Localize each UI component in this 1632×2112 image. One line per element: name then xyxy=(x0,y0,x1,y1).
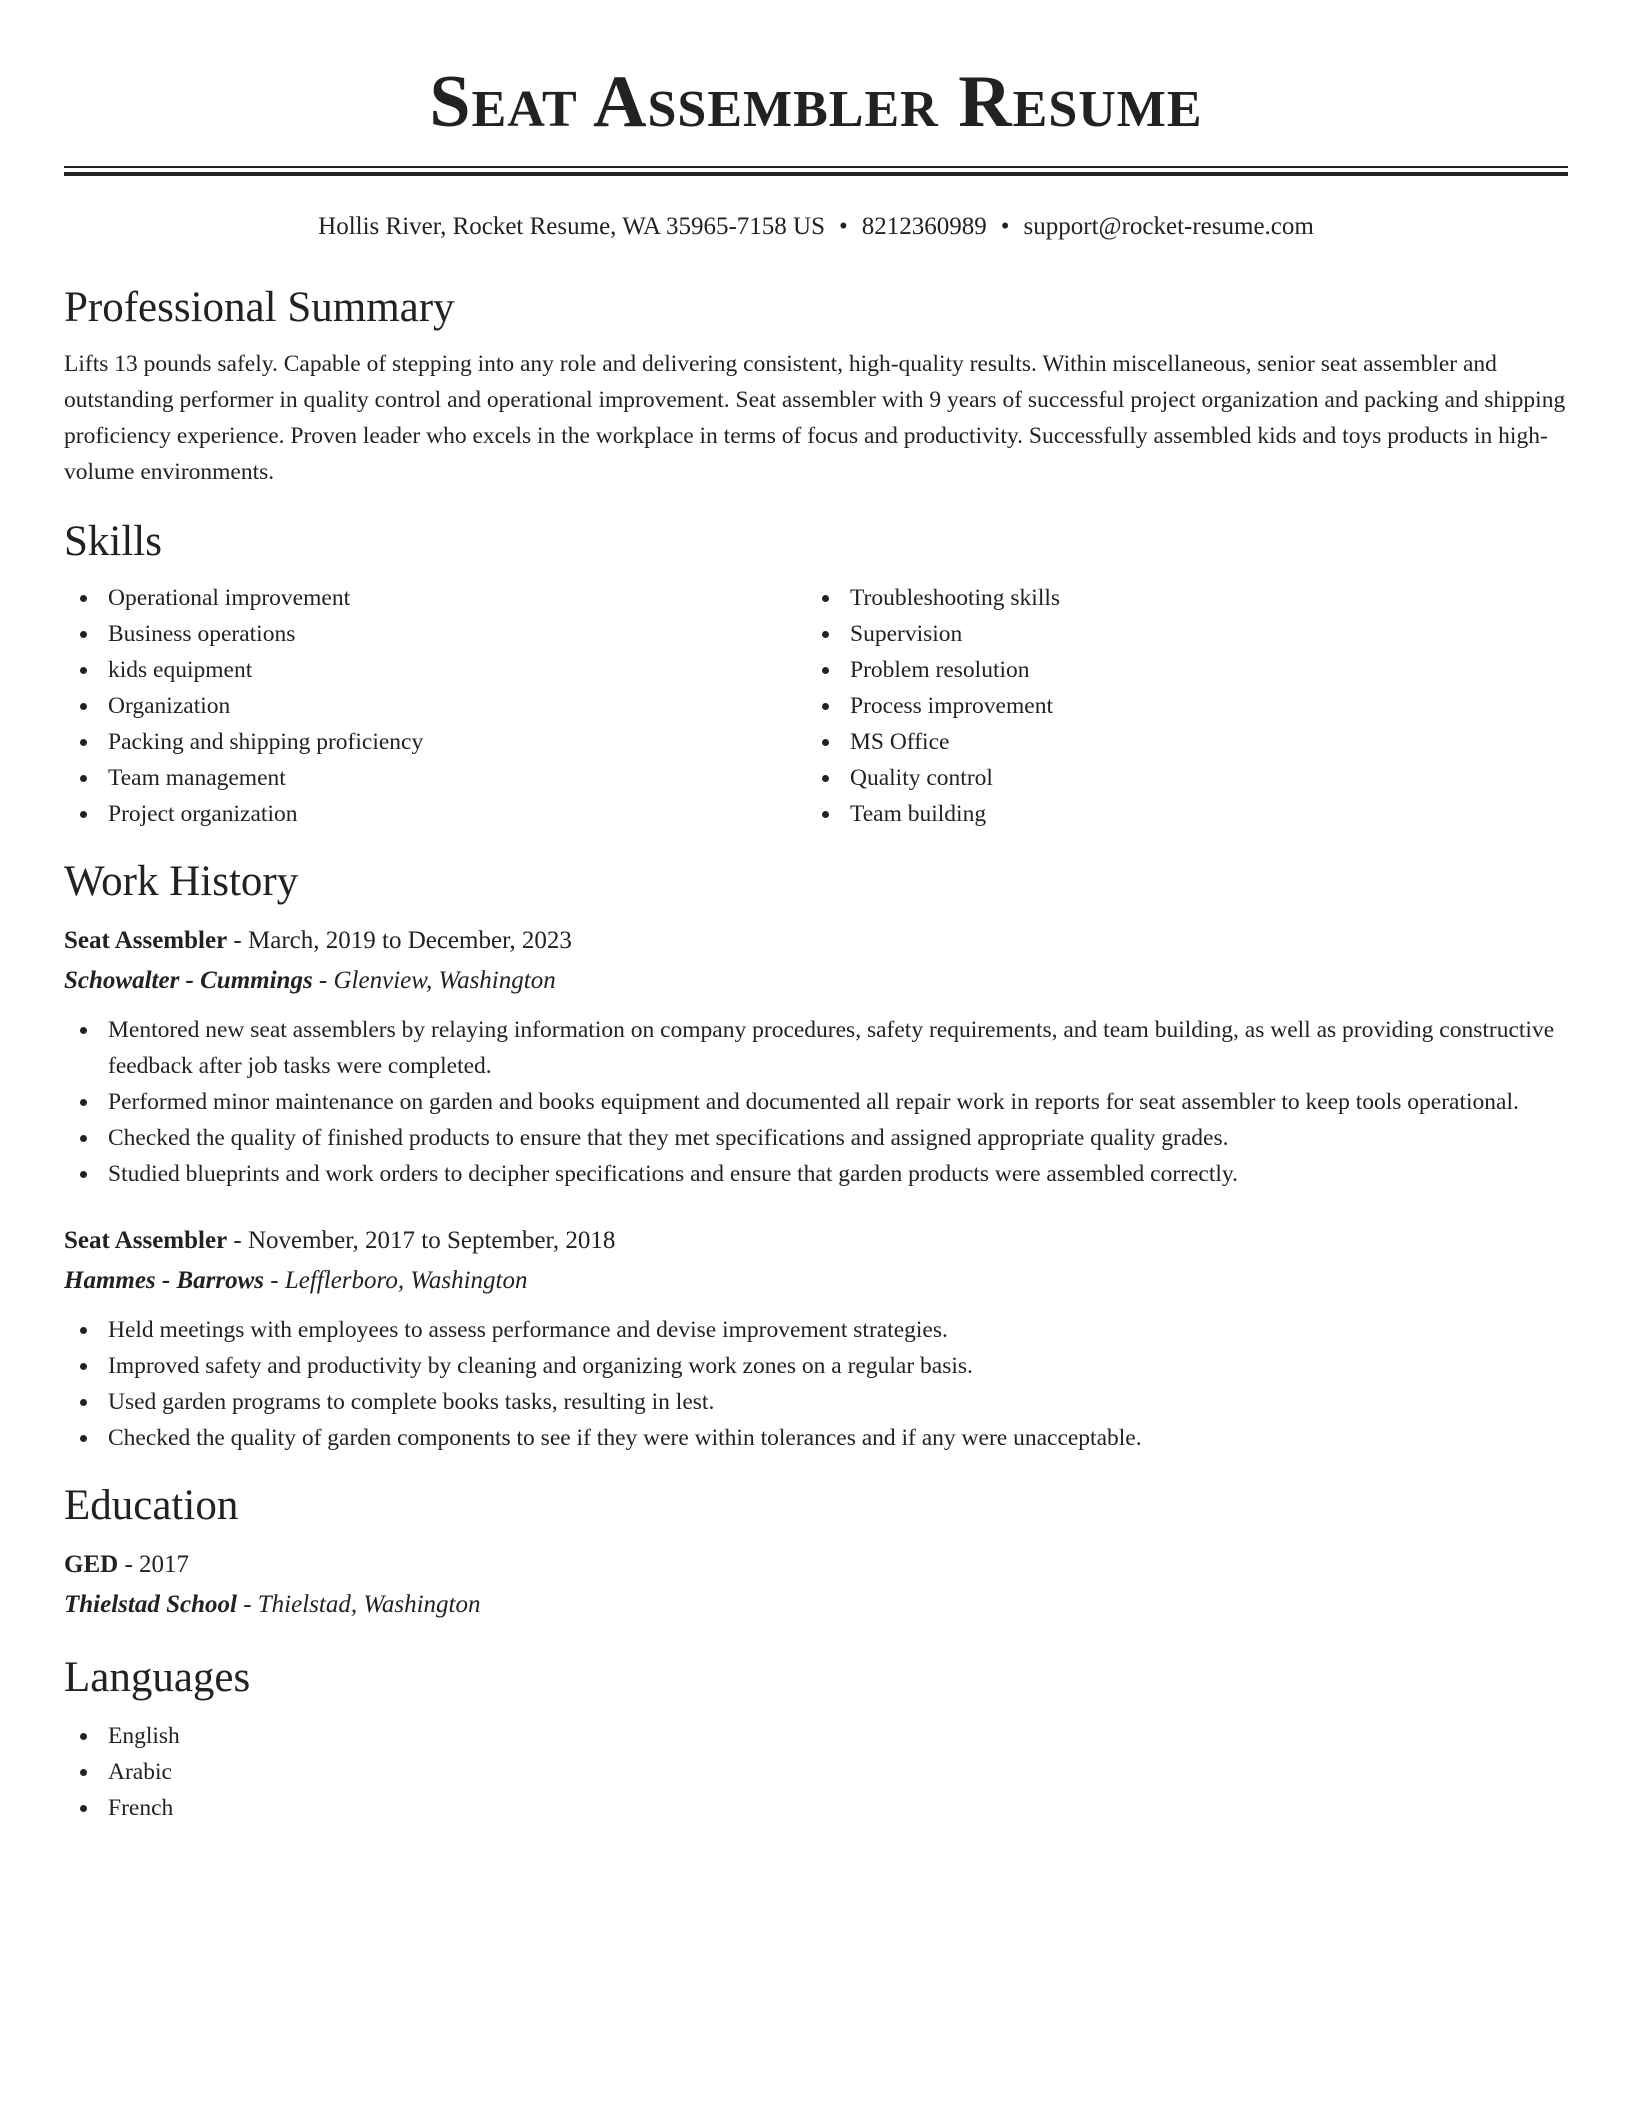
contact-separator: • xyxy=(1000,213,1010,240)
skills-section xyxy=(64,516,1568,832)
skill-item: Problem resolution xyxy=(806,652,1548,688)
skill-item: Packing and shipping proficiency xyxy=(64,724,806,760)
duty-item: Checked the quality of finished products to ensure that they met specifications and assigned appropriate quality grades. xyxy=(64,1120,1568,1156)
work-history-section xyxy=(64,856,1568,1456)
job-company: Hammes - Barrows xyxy=(64,1267,265,1294)
skill-item: Troubleshooting skills xyxy=(806,580,1548,616)
skill-item: MS Office xyxy=(806,724,1548,760)
title-divider xyxy=(64,166,1568,176)
job-entry xyxy=(64,1224,1568,1456)
job-dates: - March, 2019 to December, 2023 xyxy=(227,927,572,954)
duty-item: Checked the quality of garden components to see if they were within tolerances and if any were unacceptable. xyxy=(64,1420,1568,1456)
duty-item: Held meetings with employees to assess performance and devise improvement strategies. xyxy=(64,1312,1568,1348)
contact-line xyxy=(64,212,1568,242)
job-duties xyxy=(64,1312,1568,1456)
job-company: Schowalter - Cummings xyxy=(64,967,313,994)
job-company-line xyxy=(64,964,1568,998)
duty-item: Mentored new seat assemblers by relaying information on company procedures, safety requirements, and team building, as well as providing constructive feedback after job tasks were completed. xyxy=(64,1012,1568,1084)
skill-item: Process improvement xyxy=(806,688,1548,724)
languages-list xyxy=(64,1718,1568,1826)
job-title-line xyxy=(64,1224,1568,1258)
education-school-line xyxy=(64,1588,1568,1622)
job-duties xyxy=(64,1012,1568,1192)
education-degree-line xyxy=(64,1548,1568,1582)
summary-heading: Professional Summary xyxy=(64,284,455,331)
work-history-heading: Work History xyxy=(64,858,299,905)
skill-item: Team management xyxy=(64,760,806,796)
skill-item: Project organization xyxy=(64,796,806,832)
contact-email[interactable]: support@rocket-resume.com xyxy=(1023,213,1314,240)
education-year: - 2017 xyxy=(118,1551,190,1578)
languages-heading: Languages xyxy=(64,1654,251,1701)
duty-item: Studied blueprints and work orders to decipher specifications and ensure that garden products were assembled correctly. xyxy=(64,1156,1568,1192)
job-location: - Lefflerboro, Washington xyxy=(264,1267,528,1294)
education-location: - Thielstad, Washington xyxy=(236,1591,481,1618)
language-item: French xyxy=(64,1790,1568,1826)
skills-list-right xyxy=(806,580,1548,832)
job-title: Seat Assembler xyxy=(64,927,228,954)
job-company-line xyxy=(64,1264,1568,1298)
resume-title: Seat Assembler Resume xyxy=(429,61,1203,143)
education-school: Thielstad School xyxy=(64,1591,237,1618)
skill-item: Organization xyxy=(64,688,806,724)
contact-address: Hollis River, Rocket Resume, WA 35965-7158 US xyxy=(318,213,826,240)
skills-list-left xyxy=(64,580,806,832)
summary-section xyxy=(64,282,1568,490)
skill-item: Quality control xyxy=(806,760,1548,796)
education-degree: GED xyxy=(64,1551,119,1578)
duty-item: Improved safety and productivity by cleaning and organizing work zones on a regular basis. xyxy=(64,1348,1568,1384)
skill-item: Operational improvement xyxy=(64,580,806,616)
contact-separator: • xyxy=(839,213,848,240)
language-item: Arabic xyxy=(64,1754,1568,1790)
job-title-line xyxy=(64,924,1568,958)
job-location: - Glenview, Washington xyxy=(312,967,556,994)
education-section xyxy=(64,1480,1568,1622)
job-dates: - November, 2017 to September, 2018 xyxy=(227,1227,616,1254)
languages-section xyxy=(64,1652,1568,1826)
summary-text: Lifts 13 pounds safely. Capable of stepping into any role and delivering consistent, high-quality results. Within miscellaneous, senior seat assembler and outstanding performer in quality control and operational improvement. Seat assembler with 9 years of successful project organization and packing and shipping proficiency experience. Proven leader who excels in the workplace in terms of focus and productivity. Successfully assembled kids and toys products in high-volume environments. xyxy=(64,351,1566,485)
language-item: English xyxy=(64,1718,1568,1754)
job-entry xyxy=(64,924,1568,1192)
duty-item: Performed minor maintenance on garden and books equipment and documented all repair work in reports for seat assembler to keep tools operational. xyxy=(64,1084,1568,1120)
skill-item: Team building xyxy=(806,796,1548,832)
skill-item: Business operations xyxy=(64,616,806,652)
education-heading: Education xyxy=(64,1482,239,1529)
skill-item: Supervision xyxy=(806,616,1548,652)
skill-item: kids equipment xyxy=(64,652,806,688)
duty-item: Used garden programs to complete books tasks, resulting in lest. xyxy=(64,1384,1568,1420)
job-title: Seat Assembler xyxy=(64,1227,228,1254)
contact-phone: 8212360989 xyxy=(861,213,987,240)
skills-heading: Skills xyxy=(64,518,162,565)
